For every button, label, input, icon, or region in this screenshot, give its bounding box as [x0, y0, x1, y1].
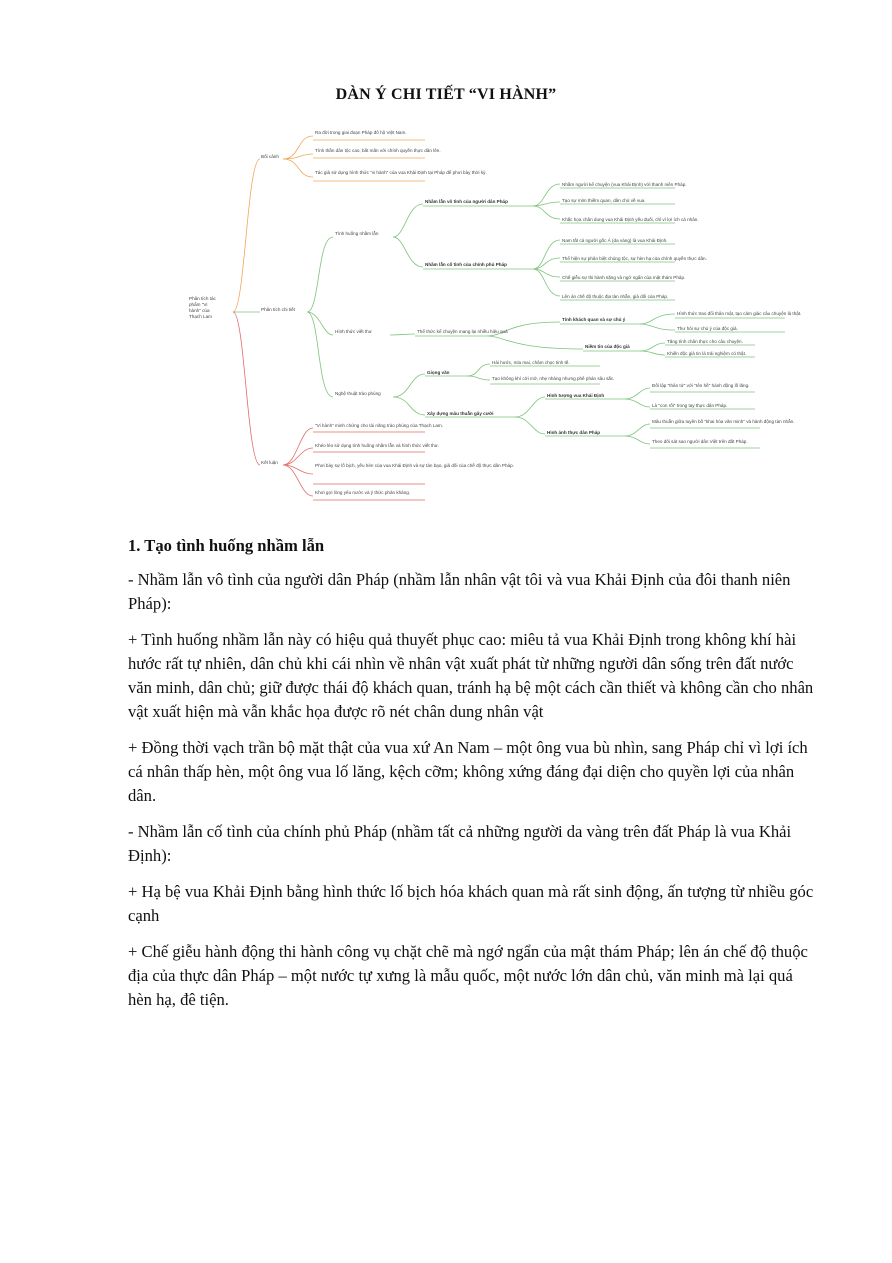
mindmap-leaf: Khơi gợi lòng yêu nước và ý thức phản kháng.: [315, 490, 411, 495]
paragraph: + Đồng thời vạch trần bộ mặt thật của vua xứ An Nam – một ông vua bù nhìn, sang Pháp chỉ vì lợi ích cá nhân thấp hèn, một ông vua lố lăng, kệch cỡm; không xứng đáng đại diện cho quyền lợi của nhân dân.: [128, 738, 808, 805]
mindmap-diagram: [185, 122, 802, 507]
document-body: [128, 534, 818, 1024]
mindmap-leaf: Là "con rối" trong tay thực dân Pháp.: [652, 403, 728, 408]
mindmap-node: Hình thức viết thư: [335, 329, 372, 334]
mindmap-node: Hình tượng vua Khải Định: [547, 393, 605, 398]
mindmap-node: Nghệ thuật trào phúng: [335, 391, 381, 396]
mindmap-node: Nhầm lẫn vô tình của người dân Pháp: [425, 199, 508, 204]
mindmap-leaf: Thư hỏi sự chủ ý của độc giả.: [677, 326, 738, 331]
mindmap-node: Giọng văn: [427, 370, 450, 375]
mindmap-leaf: Nhầm người kể chuyện (vua Khải Định) với thanh niên Pháp.: [562, 182, 687, 187]
mindmap-leaf: Thể thức kể chuyện mang lại nhiều hiệu quả: [417, 329, 508, 334]
mindmap-node: Hình ảnh thực dân Pháp: [547, 430, 601, 435]
mindmap-branch-boi-canh: Bối cảnh: [261, 154, 279, 159]
mindmap-leaf: Lên án chế độ thuộc địa tàn nhẫn, giả dối của Pháp.: [562, 294, 669, 299]
section-heading: 1. Tạo tình huống nhầm lẫn: [128, 536, 325, 555]
mindmap-leaf: Chế giễu sự thi hành sặng và ngớ ngẩn của mật thám Pháp.: [562, 275, 686, 280]
mindmap-leaf: Ra đời trong giai đoạn Pháp đô hộ Việt Nam.: [315, 130, 407, 135]
document-title: DÀN Ý CHI TIẾT “VI HÀNH”: [335, 86, 557, 103]
mindmap-leaf: Hình thức trao đổi thân mật, tạo cảm giác câu chuyện là thật.: [677, 311, 802, 316]
mindmap-image: [185, 122, 802, 507]
mindmap-leaf: Tăng tính chân thực cho câu chuyện.: [667, 339, 743, 344]
mindmap-leaf: Mâu thuẫn giữa tuyên bố "khai hóa văn minh" và hành động tàn nhẫn.: [652, 419, 795, 424]
mindmap-leaf: Tình thần dân tộc cao, bất mãn với chính quyền thực dân lên.: [315, 148, 441, 153]
mindmap-leaf: Tạo không khí cởi mở, nhẹ nhàng nhưng phê phán sâu sắc.: [492, 376, 615, 381]
paragraph: + Hạ bệ vua Khải Định bằng hình thức lố bịch hóa khách quan mà rất sinh động, ấn tượng từ nhiều góc cạnh: [128, 882, 814, 925]
edge-boi-canh: [233, 159, 260, 312]
mindmap-node: Nhầm lẫn cố tình của chính phủ Pháp: [425, 262, 507, 267]
mindmap-leaf: Hài hước, mỉa mai, châm chọc tinh tế.: [492, 360, 570, 365]
paragraph: + Tình huống nhầm lẫn này có hiệu quả thuyết phục cao: miêu tả vua Khải Định trong không khí hài hước rất tự nhiên, dân chủ khi cái nhìn về nhân vật xuất phát từ những người dân sống trên đất nước văn minh, dân chủ; giữ được thái độ khách quan, tránh hạ bệ một cách cần thiết và không cần cho nhân vật xuất hiện mà vẫn khắc họa được rõ nét chân dung nhân vật: [128, 630, 814, 721]
mindmap-leaf: Phơi bày sự lố bịch, yếu hèn của vua Khải Định và sự tàn bạo, giả dối của chế độ thực dân Pháp.: [315, 463, 514, 468]
mindmap-leaf: Nam tất cả người gốc Á (da vàng) là vua Khải Định.: [562, 238, 668, 243]
mindmap-leaf: Khiến độc giả tin là trải nghiệm có thật.: [667, 351, 747, 356]
mindmap-leaf: Khắc họa chân dung vua Khải Định yếu đuối, chỉ vì lợi ích cá nhân.: [562, 217, 699, 222]
mindmap-node: Niềm tin của độc giả: [585, 344, 630, 349]
edge-ket-luan: [233, 312, 260, 465]
mindmap-leaf: Theo dõi sát sao người dân Việt trên đất Pháp.: [652, 439, 748, 444]
mindmap-leaf: Thể hiện sự phân biệt chủng tộc, sự hèn hạ của chính quyền thực dân.: [562, 256, 707, 261]
mindmap-branch-ket-luan: Kết luận: [261, 460, 278, 465]
mindmap-leaf: Đối lập "thân tử" với "tên hề" hành động lố lăng.: [652, 383, 750, 388]
mindmap-node: Tính khách quan và sự chủ ý: [562, 317, 626, 322]
mindmap-node: Xây dựng mâu thuẫn gây cười: [427, 411, 494, 416]
mindmap-branch-phan-tich: Phân tích chi tiết: [261, 307, 295, 312]
paragraph: - Nhầm lẫn cố tình của chính phủ Pháp (nhầm tất cả những người da vàng trên đất Pháp là vua Khải Định):: [128, 822, 792, 865]
mindmap-node: Tình huống nhầm lẫn: [335, 231, 379, 236]
paragraph: - Nhầm lẫn vô tình của người dân Pháp (nhầm lẫn nhân vật tôi và vua Khải Định của đôi thanh niên Pháp):: [128, 570, 791, 613]
mindmap-leaf: Tác giả sử dụng hình thức "vi hành" của vua Khải Định tại Pháp để phơi bày thời kỳ.: [315, 170, 487, 175]
mindmap-leaf: "Vi hành" minh chứng cho tài năng trào phúng của Thạch Lam.: [315, 423, 443, 428]
paragraph: + Chế giễu hành động thi hành công vụ chặt chẽ mà ngớ ngẩn của mật thám Pháp; lên án chế độ thuộc địa của thực dân Pháp – một nước tự xưng là mẫu quốc, một nước lớn dân chủ, văn minh mà lại quá hèn hạ, đê tiện.: [128, 942, 808, 1009]
mindmap-root: Phân tích tác phẩm "Vi hành" của Thạch Lam: [189, 296, 216, 319]
mindmap-leaf: Khéo léo sử dụng tình huống nhầm lẫn và hình thức viết thư.: [315, 443, 440, 448]
mindmap-leaf: Tạo sự mỉm thiếm quan, dân chủ về vua.: [562, 198, 646, 203]
